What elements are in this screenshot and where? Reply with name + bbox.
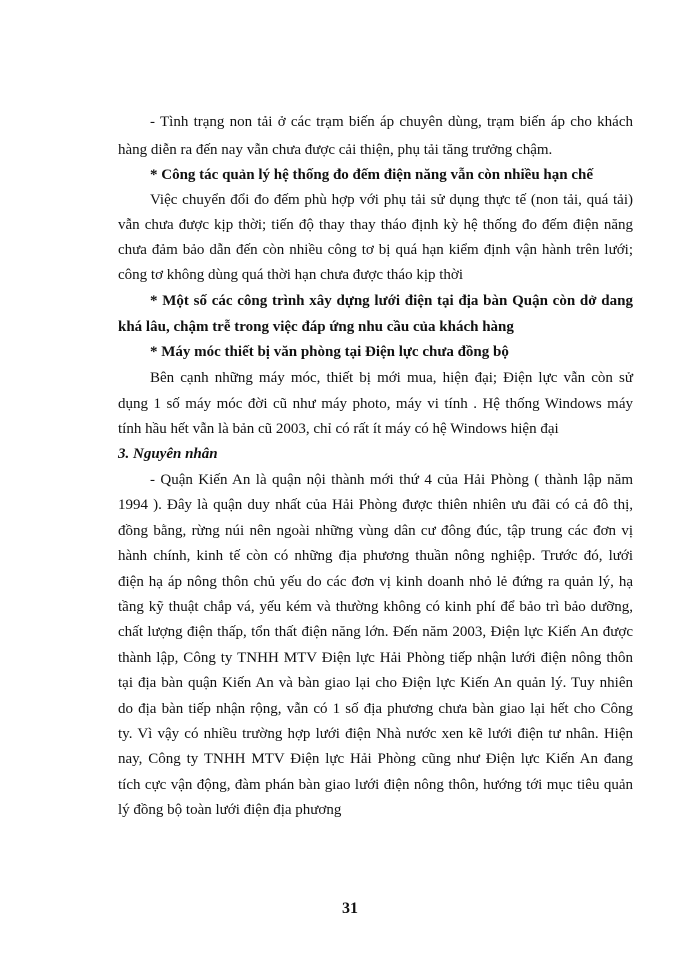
paragraph-line: thành lập, Công ty TNHH MTV Điện lực Hải Phòng tiếp nhận lưới điện nông thôn [118,650,633,666]
paragraph-line: nay, Công ty TNHH MTV Điện lực Hải Phòng cũng như Điện lực Kiến An đang [118,751,633,767]
paragraph-line: - Quận Kiến An là quận nội thành mới thứ 4 của Hải Phòng ( thành lập năm [150,472,633,488]
paragraph-line: tầng kỹ thuật chắp vá, yếu kém và thường không có kinh phí để bảo trì bảo dưỡng, [118,599,633,615]
paragraph-line: do địa bàn tiếp nhận rộng, vẫn có 1 số địa phương chưa bàn giao lại hết cho Công [118,701,633,717]
paragraph-line: hàng diễn ra đến nay vẫn chưa được cải thiện, phụ tải tăng trưởng chậm. [118,142,553,158]
paragraph-line: đồng bằng, rừng núi nên ngoài những vùng dân cư đông đúc, tập trung các đơn vị [118,523,633,539]
paragraph-line: dụng 1 số máy móc đời cũ như máy photo, máy vi tính . Hệ thống Windows máy [118,396,633,412]
paragraph-line: hành chính, kinh tế còn có những địa phương thuần nông nghiệp. Trước đó, lưới [118,548,633,564]
paragraph-line: công tơ không dùng quá thời hạn chưa được tháo kịp thời [118,267,464,283]
section-heading: * Công tác quản lý hệ thống đo đếm điện năng vẫn còn nhiều hạn chế [150,167,594,183]
paragraph-line: tích cực vận động, đàm phán bàn giao lưới điện nông thôn, hướng tới mục tiêu quản [118,777,633,793]
paragraph-line: chất lượng điện thấp, tổn thất điện năng lớn. Đến năm 2003, Điện lực Kiến An được [118,624,633,640]
paragraph-line: chưa đảm bảo dẫn đến còn nhiều công tơ bị quá hạn kiểm định vận hành trên lưới; [118,242,633,258]
paragraph-line: Bên cạnh những máy móc, thiết bị mới mua, hiện đại; Điện lực vẫn còn sử [150,370,633,386]
paragraph-line: điện hạ áp nông thôn chủ yếu do các đơn vị kinh doanh nhỏ lẻ đứng ra quản lý, hạ [118,574,633,590]
paragraph-line: ty. Vì vậy có nhiều trường hợp lưới điện Nhà nước xen kẽ lưới điện tư nhân. Hiện [118,726,633,742]
page-number: 31 [342,900,358,917]
section-heading: khá lâu, chậm trễ trong việc đáp ứng nhu cầu của khách hàng [118,319,514,335]
paragraph-line: 1994 ). Đây là quận duy nhất của Hải Phòng được thiên nhiên ưu đãi có cả đô thị, [118,497,633,513]
paragraph-line: - Tình trạng non tải ở các trạm biến áp chuyên dùng, trạm biến áp cho khách [150,114,633,130]
section-heading: * Một số các công trình xây dựng lưới điện tại địa bàn Quận còn dở dang [150,293,633,309]
paragraph-line: vẫn chưa được kịp thời; tiến độ thay thay tháo định kỳ hệ thống đo đếm điện năng [118,217,633,233]
paragraph-line: tính hầu hết vẫn là bản cũ 2003, chỉ có rất ít máy có hệ Windows hiện đại [118,421,559,437]
section-heading: * Máy móc thiết bị văn phòng tại Điện lực chưa đồng bộ [150,344,509,360]
paragraph-line: tại địa bàn quận Kiến An và bàn giao lại cho Điện lực Kiến An quản lý. Tuy nhiên [118,675,633,691]
paragraph-line: lý đồng bộ toàn lưới điện địa phương [118,802,342,818]
section-title: 3. Nguyên nhân [118,446,218,462]
paragraph-line: Việc chuyển đổi đo đếm phù hợp với phụ tải sử dụng thực tế (non tải, quá tải) [150,192,633,208]
